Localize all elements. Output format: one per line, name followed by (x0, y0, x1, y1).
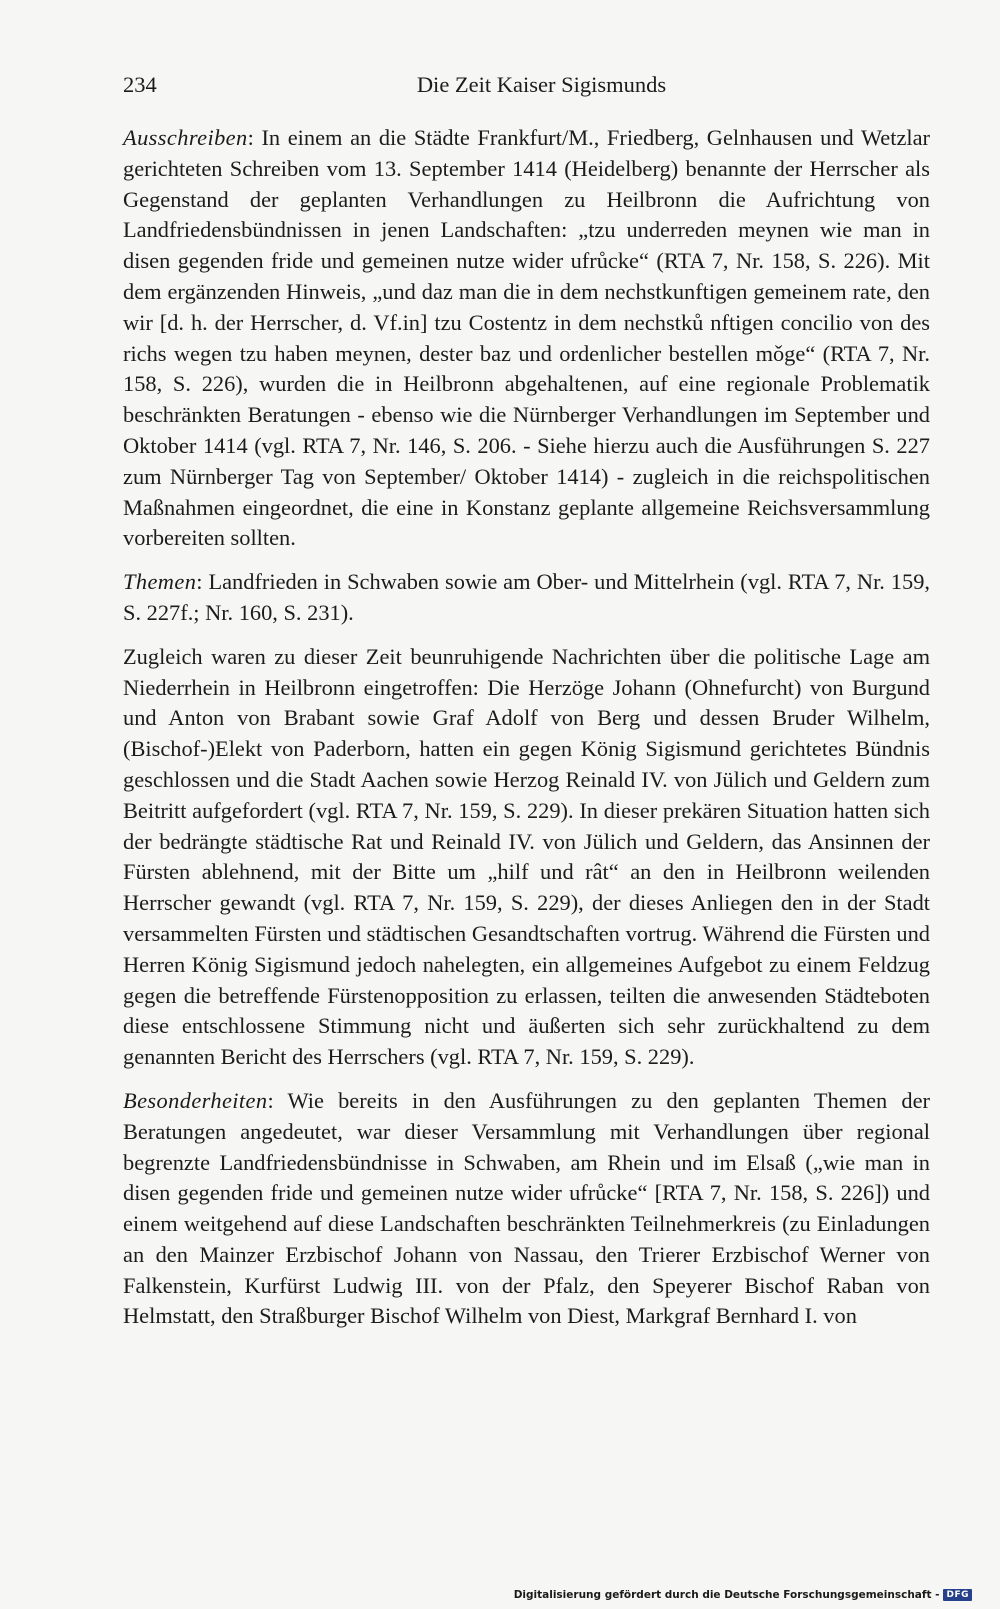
digitization-credit (514, 1589, 972, 1601)
paragraph-text: Zugleich waren zu dieser Zeit beunruhigende Nachrichten über die politische Lage am Niederrhein in Heilbronn eingetroffen: Die Herzöge Johann (Ohnefurcht) von Burgund und Anton von Brabant sowie Graf Adolf von Berg und dessen Bruder Wilhelm, (Bischof-)Elekt von Paderborn, hatten ein gegen König Sigismund gerichtetes Bündnis geschlossen und die Stadt Aachen sowie Herzog Reinald IV. von Jülich und Geldern zum Beitritt aufgefordert (vgl. RTA 7, Nr. 159, S. 229). In dieser prekären Situation hatten sich der bedrängte städtische Rat und Reinald IV. von Jülich und Geldern, das Ansinnen der Fürsten ablehnend, mit der Bitte um „hilf und rât“ an den in Heilbronn weilenden Herrscher gewandt (vgl. RTA 7, Nr. 159, S. 229), der dieses Anliegen den in der Stadt versammelten Fürsten und städtischen Gesandtschaften vortrug. Während die Fürsten und Herren König Sigismund jedoch nahelegten, ein allgemeines Aufgebot zu einem Feldzug gegen die betreffende Fürstenopposition zu erlassen, teilten die anwesenden Städteboten diese entschlossene Stimmung nicht und äußerten sich sehr zurückhaltend zu dem genannten Bericht des Herrschers (vgl. RTA 7, Nr. 159, S. 229). (123, 643, 930, 1070)
paragraph-text: In einem an die Städte Frankfurt/M., Friedberg, Gelnhausen und Wetzlar gerichteten Schreiben vom 13. September 1414 (Heidelberg) benannte der Herrscher als Gegenstand der geplanten Verhandlungen zu Heilbronn die Aufrichtung von Landfriedensbündnissen in jenen Landschaften: „tzu underreden meynen wie man in disen gegenden fride und gemeinen nutze wider ufrůcke“ (RTA 7, Nr. 158, S. 226). Mit dem ergänzenden Hinweis, „und daz man die in dem nechstkunftigen gemeinem rate, den wir [d. h. der Herrscher, d. Vf.in] tzu Costentz in dem nechstků nftigen concilio von des richs wegen tzu haben meynen, dester baz und ordenlicher bestellen mǒge“ (RTA 7, Nr. 158, S. 226), wurden die in Heilbronn abgehaltenen, auf eine regionale Problematik beschränkten Beratungen - ebenso wie die Nürnberger Verhandlungen im September und Oktober 1414 (vgl. RTA 7, Nr. 146, S. 206. - Siehe hierzu auch die Ausführungen S. 227 zum Nürnberger Tag von September/ Oktober 1414) - zugleich in die reichspolitischen Maßnahmen eingeordnet, die eine in Konstanz geplante allgemeine Reichsversammlung vorbereiten sollten. (123, 125, 930, 551)
section-label: Themen (123, 569, 197, 595)
paragraph-ausschreiben (123, 123, 930, 554)
running-title: Die Zeit Kaiser Sigismunds (416, 72, 667, 97)
page-number: 234 (123, 72, 157, 97)
credit-text: Digitalisierung gefördert durch die Deutsche Forschungsgemeinschaft - (513, 1589, 940, 1601)
body-text (123, 123, 930, 1332)
paragraph-text: Landfrieden in Schwaben sowie am Ober- und Mittelrhein (vgl. RTA 7, Nr. 159, S. 227f.; Nr. 160, S. 231). (123, 569, 930, 625)
dfg-logo: DFG (943, 1589, 972, 1601)
running-head (123, 70, 930, 100)
paragraph-besonderheiten (123, 1086, 930, 1332)
label-separator: : (267, 1087, 288, 1113)
paragraph-zugleich (123, 642, 930, 1073)
section-label: Besonderheiten (123, 1087, 268, 1113)
paragraph-themen (123, 567, 930, 629)
label-separator: : (247, 125, 262, 150)
label-separator: : (196, 569, 209, 595)
section-label: Ausschreiben (123, 125, 248, 150)
paragraph-text: Wie bereits in den Ausführungen zu den geplanten Themen der Beratungen angedeutet, war dieser Versammlung mit Verhandlungen über regional begrenzte Landfriedensbündnisse in Schwaben, am Rhein und im Elsaß („wie man in disen gegenden fride und gemeinen nutze wider ufrůcke“ [RTA 7, Nr. 158, S. 226]) und einem weitgehend auf diese Landschaften beschränkten Teilnehmerkreis (zu Einladungen an den Mainzer Erzbischof Johann von Nassau, den Trierer Erzbischof Werner von Falkenstein, Kurfürst Ludwig III. von der Pfalz, den Speyerer Bischof Raban von Helmstatt, den Straßburger Bischof Wilhelm von Diest, Markgraf Bernhard I. von (123, 1087, 930, 1329)
